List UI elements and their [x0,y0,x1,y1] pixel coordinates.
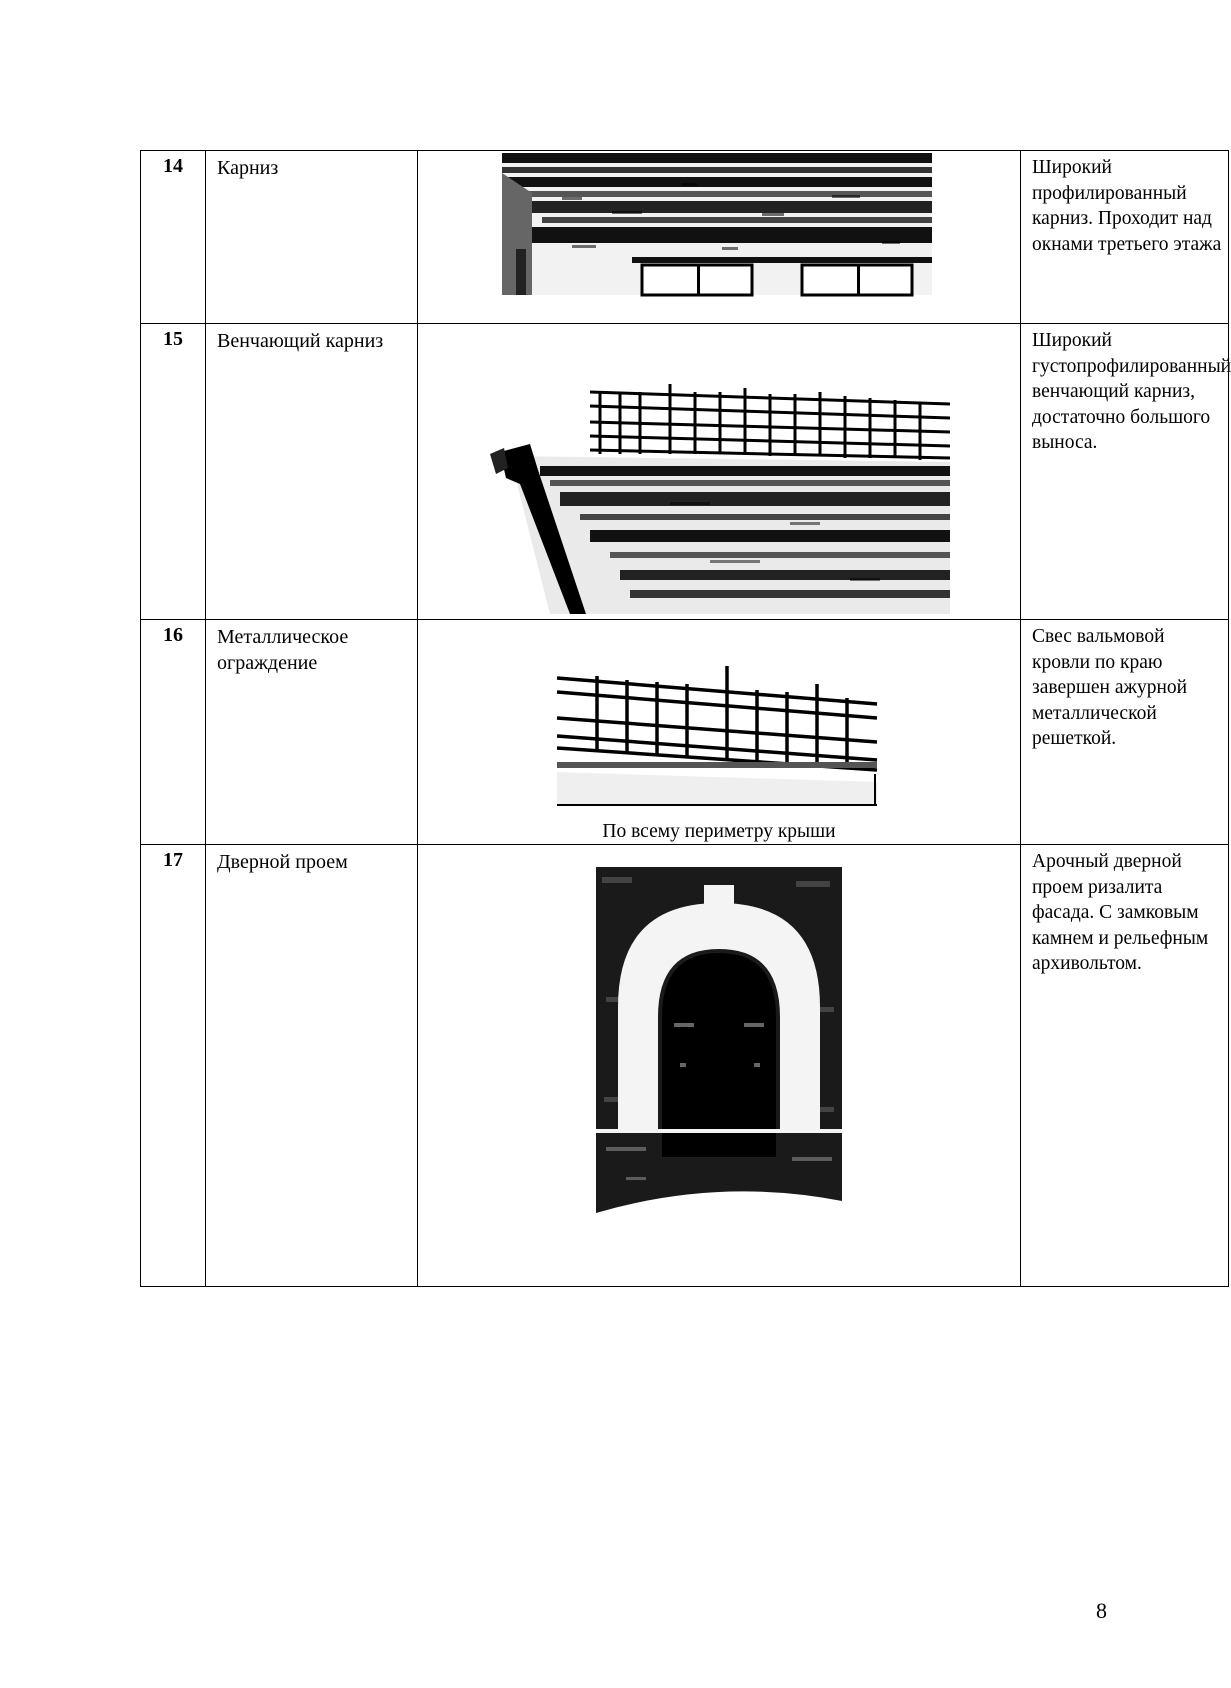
row-number: 14 [141,151,206,324]
element-name: Дверной проем [206,845,418,1287]
element-name: Карниз [206,151,418,324]
photo-cell [418,620,1021,845]
photo-cell [418,324,1021,620]
row-number: 16 [141,620,206,845]
page-number: 8 [1096,1598,1107,1623]
cornice-photo-icon [502,153,932,295]
photo-caption: По всему периметру крыши [602,821,836,842]
element-name: Венчающий карниз [206,324,418,620]
row-number: 17 [141,845,206,1287]
photo-cell [418,151,1021,324]
element-description: Свес вальмовой кровли по краю завершен ажурной металлической решеткой. [1021,620,1229,845]
element-name: Металлическое ограждение [206,620,418,845]
element-description: Широкий профилированный карниз. Проходит над окнами третьего этажа [1021,151,1229,324]
row-number: 15 [141,324,206,620]
element-description: Арочный дверной проем ризалита фасада. С замковым камнем и рельефным архивольтом. [1021,845,1229,1287]
table-row [141,324,1229,620]
architectural-elements-table [140,150,1229,1287]
table-row [141,151,1229,324]
metal-railing-photo-icon [557,662,877,812]
table-row [141,620,1229,845]
arched-doorway-photo-icon [596,867,842,1215]
table-row [141,845,1229,1287]
crowning-cornice-photo-icon [490,374,950,614]
photo-cell [418,845,1021,1287]
element-description: Широкий густопрофилированный венчающий карниз, достаточно большого выноса. [1021,324,1229,620]
